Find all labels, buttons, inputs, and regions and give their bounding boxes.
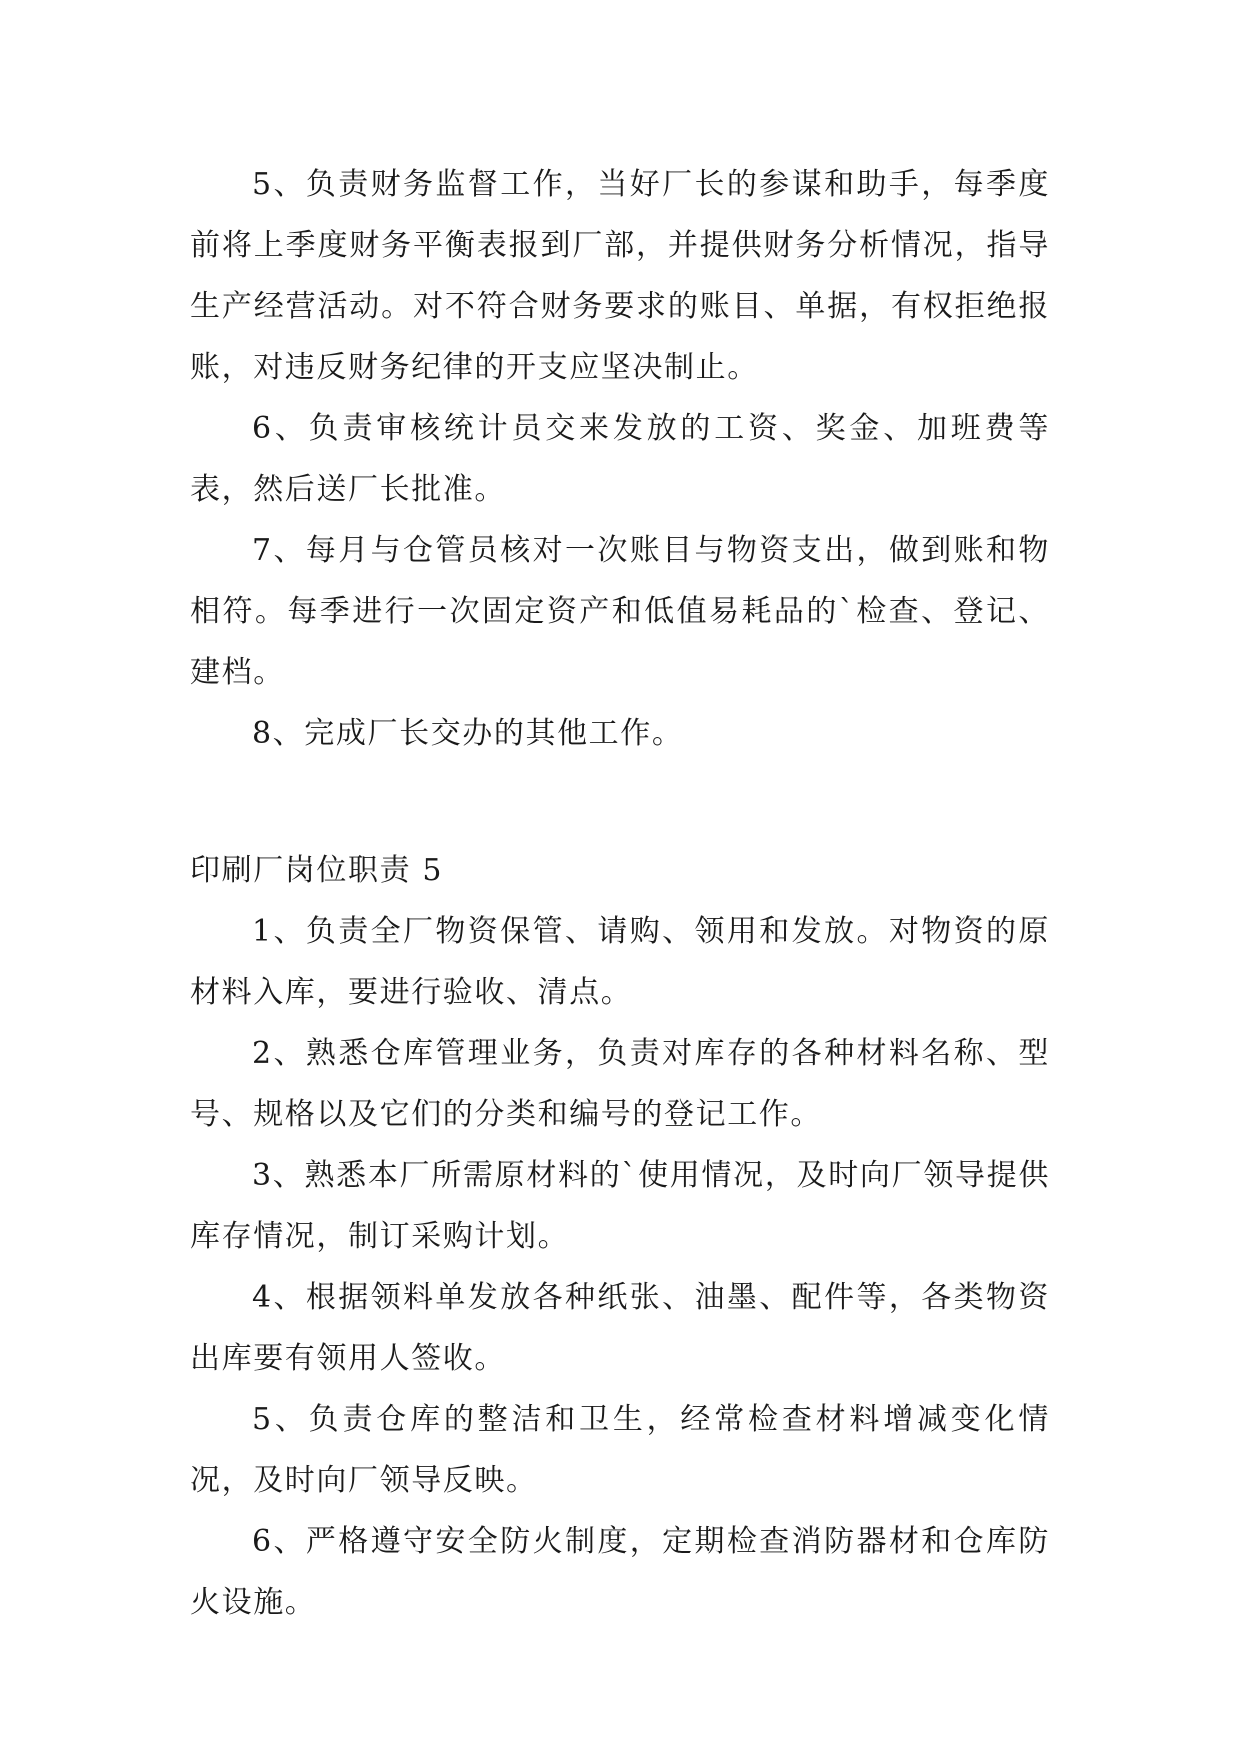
section-heading: 印刷厂岗位职责 5 [190,853,444,888]
paragraph-item-1-materials-custody: 1、负责全厂物资保管、请购、领用和发放。对物资的原材料入库，要进行验收、清点。 [190,914,1050,1010]
paragraph-item-6-payroll-review: 6、负责审核统计员交来发放的工资、奖金、加班费等表，然后送厂长批准。 [190,411,1050,507]
paragraph-item-5-finance-supervision: 5、负责财务监督工作，当好厂长的参谋和助手，每季度前将上季度财务平衡表报到厂部，并提供财务分析情况，指导生产经营活动。对不符合财务要求的账目、单据，有权拒绝报账，对违反财务纪律的开支应坚决制止。 [190,167,1050,385]
document-body [190,154,1050,1633]
paragraph-item-4-issue-materials: 4、根据领料单发放各种纸张、油墨、配件等，各类物资出库要有领用人签收。 [190,1280,1050,1376]
paragraph-item-6-fire-safety: 6、严格遵守安全防火制度，定期检查消防器材和仓库防火设施。 [190,1524,1050,1620]
paragraph-item-5-warehouse-cleanliness: 5、负责仓库的整洁和卫生，经常检查材料增减变化情况，及时向厂领导反映。 [190,1402,1050,1498]
paragraph-item-2-warehouse-management: 2、熟悉仓库管理业务，负责对库存的各种材料名称、型号、规格以及它们的分类和编号的登记工作。 [190,1036,1050,1132]
paragraph-item-7-monthly-reconciliation: 7、每月与仓管员核对一次账目与物资支出，做到账和物相符。每季进行一次固定资产和低值易耗品的`检查、登记、建档。 [190,533,1050,690]
paragraph-item-3-material-usage: 3、熟悉本厂所需原材料的`使用情况，及时向厂领导提供库存情况，制订采购计划。 [190,1158,1050,1254]
paragraph-item-8-other-tasks: 8、完成厂长交办的其他工作。 [252,716,684,751]
